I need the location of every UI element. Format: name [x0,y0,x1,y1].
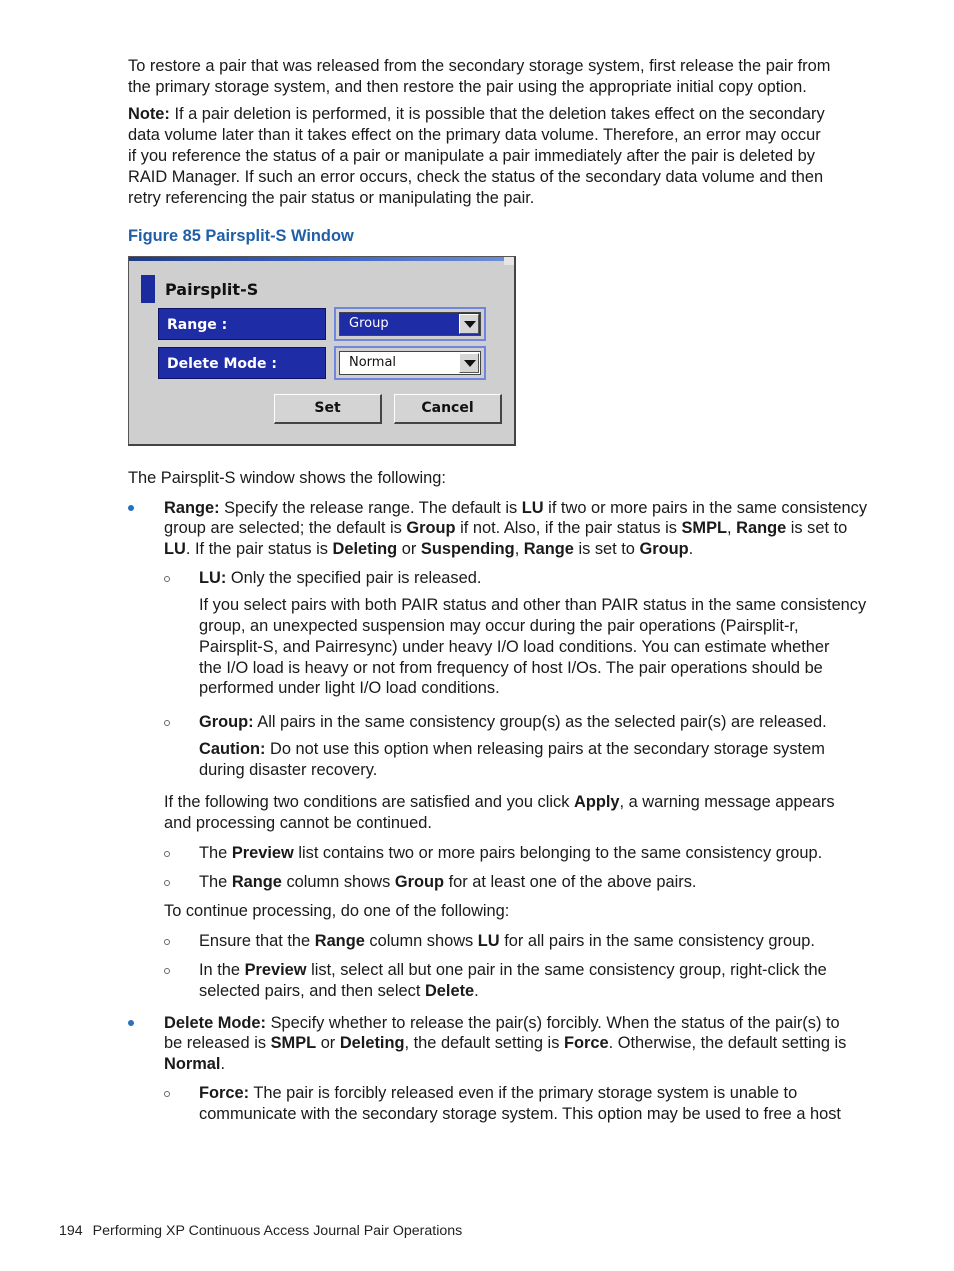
continue-item-2-line-2: selected pairs, and then select Delete. [199,982,479,1000]
intro-line-1: To restore a pair that was released from the secondary storage system, first release the pair from [128,57,831,75]
range-label: Range : [158,308,326,340]
page-footer [59,1221,462,1242]
window-title-bar [129,257,514,261]
sub-bullet-icon [164,720,170,726]
title-marker [141,275,155,303]
note-line-3: if you reference the status of a pair or manipulate a pair immediately after the pair is deleted by [128,147,815,165]
delete-mode-select-frame [334,346,486,380]
continue-intro: To continue processing, do one of the following: [164,902,510,920]
note-label: Note: [128,105,170,123]
bullet-icon [128,505,134,511]
delete-mode-label: Delete Mode : [158,347,326,379]
force-line-2: communicate with the secondary storage system. This option may be used to free a host [199,1105,841,1123]
range-line-2: group are selected; the default is Group if not. Also, if the pair status is SMPL, Range is set to [164,519,848,537]
continue-item-2-line-1: In the Preview list, select all but one pair in the same consistency group, right-click the [199,961,827,979]
conditions-line-1: If the following two conditions are satisfied and you click Apply, a warning message appears [164,793,835,811]
chevron-down-icon[interactable] [459,353,479,373]
condition-item-2: The Range column shows Group for at least one of the above pairs. [199,873,697,891]
shows-heading: The Pairsplit-S window shows the following: [128,469,446,487]
group-line: Group: All pairs in the same consistency group(s) as the selected pair(s) are released. [199,713,827,731]
range-select-focus [334,307,486,341]
delete-mode-line-3: Normal. [164,1055,226,1073]
lu-para-2: group, an unexpected suspension may occur during the pair operations (Pairsplit-r, [199,617,799,635]
note-line-1: Note: If a pair deletion is performed, it is possible that the deletion takes effect on the secondary [128,105,825,123]
delete-mode-line-1: Delete Mode: Specify whether to release the pair(s) forcibly. When the status of the pair(s) to [164,1014,840,1032]
lu-para-3: Pairsplit-S, and Pairresync) under heavy I/O load conditions. You can estimate whether [199,638,830,656]
lu-line: LU: Only the specified pair is released. [199,569,482,587]
force-line-1: Force: The pair is forcibly released even if the primary storage system is unable to [199,1084,798,1102]
range-select[interactable] [339,312,481,336]
window-corner [504,257,514,265]
bullet-icon [128,1020,134,1026]
lu-para-5: performed under light I/O load conditions. [199,679,500,697]
sub-bullet-icon [164,1091,170,1097]
sub-bullet-icon [164,880,170,886]
delete-mode-select[interactable] [339,351,481,375]
note-line-5: retry referencing the pair status or manipulating the pair. [128,189,535,207]
range-select-value: Group [349,316,389,331]
sub-bullet-icon [164,851,170,857]
range-line-1: Range: Specify the release range. The default is LU if two or more pairs in the same consistency [164,499,868,517]
window-title: Pairsplit-S [165,280,259,299]
caution-line-2: during disaster recovery. [199,761,378,779]
cancel-button[interactable]: Cancel [394,394,502,424]
chapter-title: Performing XP Continuous Access Journal Pair Operations [92,1223,463,1239]
continue-item-1: Ensure that the Range column shows LU for all pairs in the same consistency group. [199,932,815,950]
set-button[interactable]: Set [274,394,382,424]
chevron-down-icon[interactable] [459,314,479,334]
page-number: 194 [59,1223,83,1239]
delete-mode-line-2: be released is SMPL or Deleting, the default setting is Force. Otherwise, the default setting is [164,1034,847,1052]
note-line-4: RAID Manager. If such an error occurs, check the status of the secondary data volume and then [128,168,824,186]
note-line-2: data volume later than it takes effect on the primary data volume. Therefore, an error may occur [128,126,821,144]
range-line-3: LU. If the pair status is Deleting or Suspending, Range is set to Group. [164,540,694,558]
sub-bullet-icon [164,968,170,974]
conditions-line-2: and processing cannot be continued. [164,814,432,832]
figure-caption: Figure 85 Pairsplit-S Window [128,227,354,245]
delete-mode-select-value: Normal [349,355,397,370]
caution-line-1: Caution: Do not use this option when releasing pairs at the secondary storage system [199,740,825,758]
pairsplit-s-window [128,256,516,446]
sub-bullet-icon [164,576,170,582]
condition-item-1: The Preview list contains two or more pairs belonging to the same consistency group. [199,844,823,862]
sub-bullet-icon [164,939,170,945]
lu-para-1: If you select pairs with both PAIR status and other than PAIR status in the same consistency [199,596,867,614]
lu-para-4: the I/O load is heavy or not from frequency of host I/Os. The pair operations should be [199,659,823,677]
intro-line-2: the primary storage system, and then restore the pair using the appropriate initial copy option. [128,78,807,96]
